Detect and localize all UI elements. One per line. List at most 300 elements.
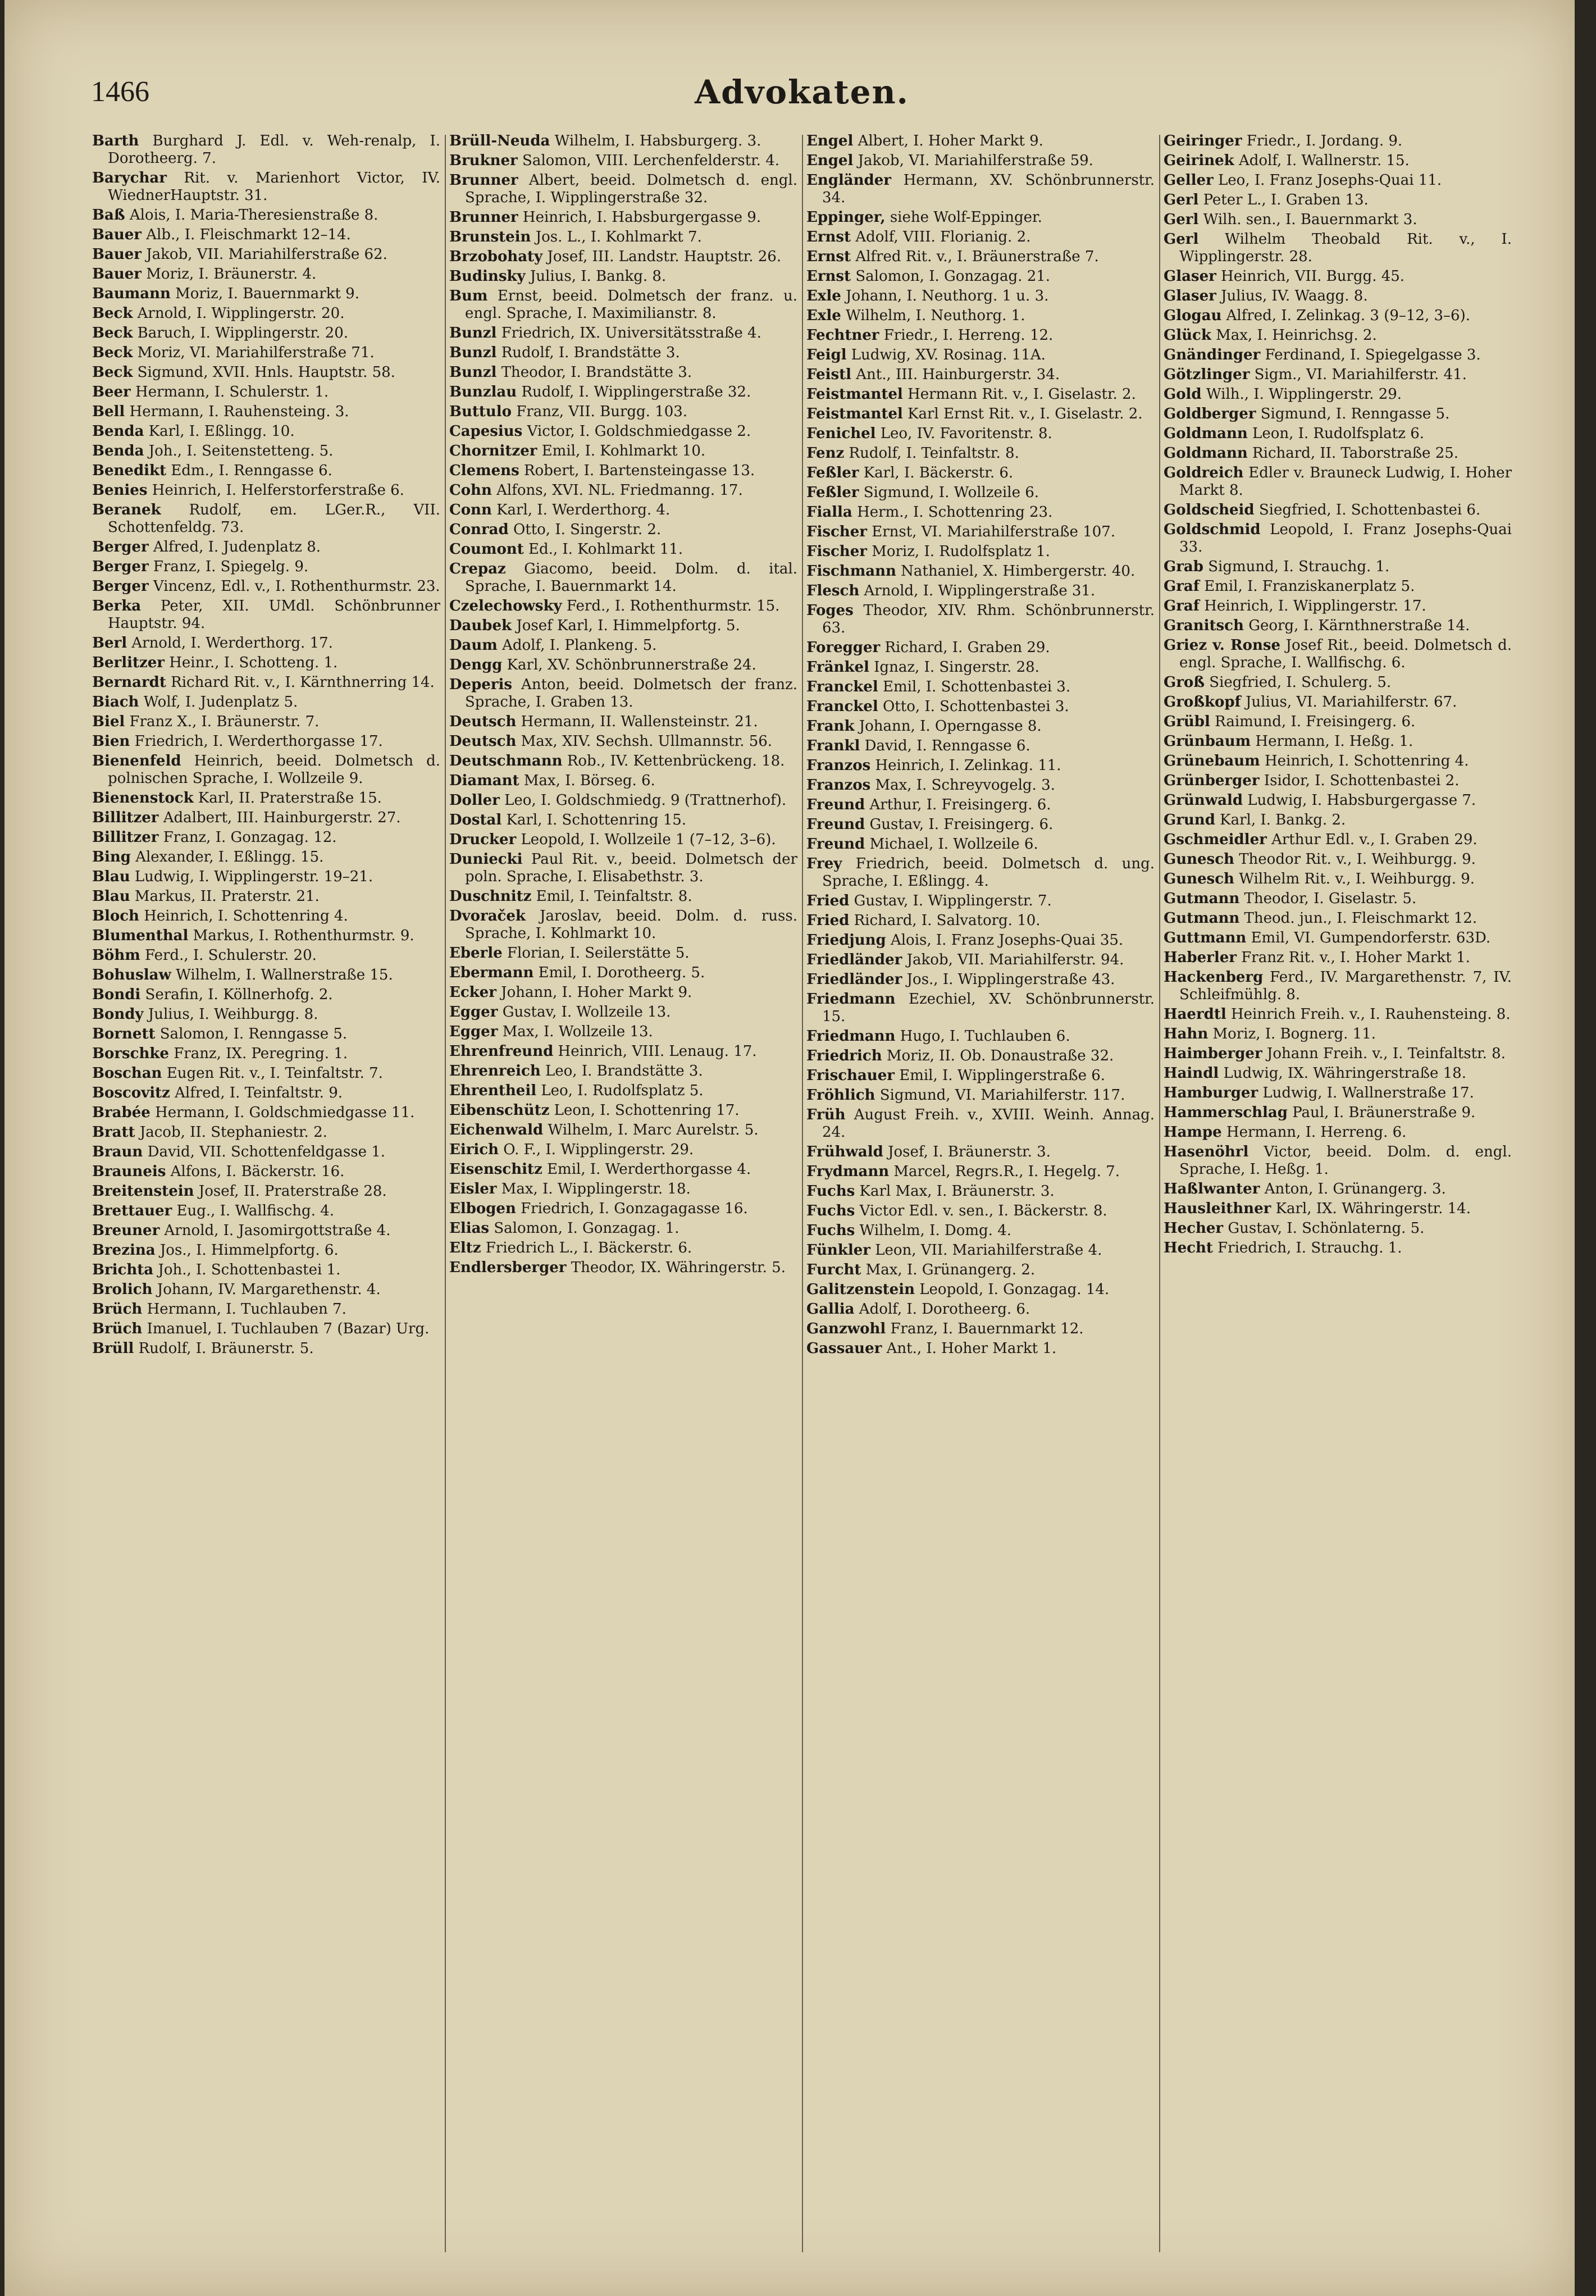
entry-surname: Frydmann	[806, 1163, 890, 1180]
directory-entry	[92, 1261, 440, 1279]
entry-surname: Berger	[92, 578, 149, 595]
entry-details: David, VII. Schottenfeldgasse 1.	[147, 1144, 386, 1160]
entry-surname: Elias	[449, 1220, 490, 1237]
entry-details: Heinrich, I. Helferstorferstraße 6.	[152, 482, 404, 499]
directory-entry	[1164, 133, 1512, 150]
entry-details: Friedr., I. Herreng. 12.	[883, 327, 1054, 344]
entry-details: Hermann, XV. Schönbrunnerstr. 34.	[822, 172, 1155, 206]
entry-surname: Haerdtl	[1164, 1006, 1226, 1023]
directory-entry	[806, 445, 1155, 462]
entry-surname: Endlersberger	[449, 1259, 567, 1276]
entry-surname: Bratt	[92, 1124, 135, 1141]
entry-details: Friedrich, IX. Universitätsstraße 4.	[501, 325, 761, 341]
entry-details: Jakob, VII. Mariahilferstr. 94.	[906, 951, 1124, 968]
entry-surname: Bunzl	[449, 344, 497, 361]
entry-details: Leopold, I. Gonzagag. 14.	[919, 1281, 1110, 1298]
entry-details: siehe Wolf-Eppinger.	[890, 209, 1042, 226]
entry-details: Richard, II. Taborstraße 25.	[1252, 445, 1459, 462]
entry-surname: Hackenberg	[1164, 969, 1264, 986]
entry-surname: Fenz	[806, 445, 845, 462]
entry-surname: Goldscheid	[1164, 502, 1255, 518]
entry-details: Wilhelm, I. Domg. 4.	[859, 1222, 1012, 1239]
directory-entry	[1164, 792, 1512, 809]
entry-surname: Billitzer	[92, 809, 159, 826]
directory-entry	[1164, 192, 1512, 209]
directory-entry	[92, 713, 440, 731]
entry-surname: Friedrich	[806, 1047, 882, 1064]
entry-surname: Dvoraček	[449, 908, 526, 924]
entry-surname: Bunzl	[449, 364, 497, 381]
directory-entry	[806, 951, 1155, 969]
entry-details: Wilh. sen., I. Bauernmarkt 3.	[1203, 211, 1417, 228]
directory-entry	[806, 582, 1155, 600]
directory-entry	[806, 777, 1155, 794]
entry-details: Karl, I. Bankg. 2.	[1220, 812, 1346, 828]
entry-details: Ant., III. Hainburgerstr. 34.	[856, 366, 1060, 383]
directory-entry	[1164, 464, 1512, 499]
entry-details: Franz Rit. v., I. Hoher Markt 1.	[1241, 949, 1470, 966]
directory-entry	[806, 425, 1155, 443]
entry-surname: Frankl	[806, 737, 860, 754]
directory-entry	[806, 855, 1155, 890]
directory-entry	[92, 207, 440, 224]
entry-surname: Ehrentheil	[449, 1082, 537, 1099]
directory-entry	[1164, 386, 1512, 403]
entry-surname: Brüch	[92, 1320, 143, 1337]
directory-entry	[449, 1023, 797, 1041]
entry-details: Friedrich L., I. Bäckerstr. 6.	[485, 1240, 692, 1256]
entry-details: Rudolf, I. Wipplingerstraße 32.	[521, 384, 751, 400]
entry-details: Serafin, I. Köllnerhofg. 2.	[145, 986, 333, 1003]
entry-surname: Feßler	[806, 484, 859, 501]
directory-entry	[92, 1281, 440, 1299]
directory-entry	[1164, 268, 1512, 285]
entry-details: Leon, I. Rudolfsplatz 6.	[1252, 425, 1425, 442]
entry-surname: Clemens	[449, 462, 519, 479]
entry-surname: Gunesch	[1164, 871, 1234, 887]
directory-entry	[1164, 1220, 1512, 1237]
entry-surname: Fröhlich	[806, 1087, 875, 1104]
entry-details: Jakob, VI. Mariahilferstraße 59.	[858, 152, 1093, 169]
directory-entry	[92, 849, 440, 866]
directory-entry	[806, 1047, 1155, 1065]
directory-entry	[806, 836, 1155, 853]
directory-entry	[92, 927, 440, 945]
directory-entry	[449, 443, 797, 460]
directory-entry	[92, 1085, 440, 1102]
entry-details: Arnold, I. Wipplingerstr. 20.	[137, 305, 345, 322]
directory-entry	[806, 932, 1155, 949]
entry-surname: Brukner	[449, 152, 518, 169]
directory-entry	[1164, 713, 1512, 731]
entry-surname: Breuner	[92, 1222, 160, 1239]
entry-surname: Gerl	[1164, 211, 1199, 228]
entry-details: Arnold, I. Wipplingerstraße 31.	[864, 582, 1096, 599]
directory-entry	[1164, 1181, 1512, 1198]
directory-entry	[92, 344, 440, 362]
entry-surname: Diamant	[449, 772, 519, 789]
entry-details: Karl, I. Eßlingg. 10.	[148, 423, 295, 440]
entry-details: Salomon, I. Gonzagag. 1.	[494, 1220, 680, 1237]
directory-entry	[806, 229, 1155, 246]
directory-entry	[92, 539, 440, 556]
directory-entry	[806, 1106, 1155, 1141]
directory-entry	[92, 635, 440, 652]
entry-details: Leopold, I. Wollzeile 1 (7–12, 3–6).	[521, 831, 776, 848]
entry-details: Anton, I. Grünangerg. 3.	[1264, 1181, 1446, 1197]
entry-details: Arnold, I. Werderthorg. 17.	[131, 635, 333, 652]
directory-entry	[92, 1006, 440, 1023]
directory-entry	[449, 133, 797, 150]
directory-entry	[806, 543, 1155, 561]
entry-details: Theodor, IX. Währingerstr. 5.	[571, 1259, 786, 1276]
entry-details: Eugen Rit. v., I. Teinfaltstr. 7.	[166, 1065, 383, 1082]
directory-entry	[806, 796, 1155, 814]
entry-surname: Blau	[92, 868, 130, 885]
entry-surname: Boschan	[92, 1065, 162, 1082]
entry-details: Ernst, beeid. Dolmetsch der franz. u. engl. Sprache, I. Maximilianstr. 8.	[465, 288, 797, 322]
entry-surname: Drucker	[449, 831, 517, 848]
directory-entry	[92, 1045, 440, 1063]
entry-surname: Gerl	[1164, 192, 1199, 208]
directory-entry	[92, 790, 440, 807]
directory-entry	[449, 598, 797, 615]
entry-details: Emil, I. Franziskanerplatz 5.	[1204, 578, 1415, 595]
directory-entry	[1164, 152, 1512, 170]
entry-details: Karl Max, I. Bräunerstr. 3.	[859, 1183, 1055, 1200]
directory-entry	[92, 829, 440, 846]
entry-surname: Baß	[92, 207, 125, 224]
entry-details: Salomon, I. Gonzagag. 21.	[855, 268, 1051, 285]
directory-entry	[449, 1004, 797, 1021]
directory-entry	[449, 1200, 797, 1218]
entry-details: Moriz, I. Rudolfsplatz 1.	[872, 543, 1050, 560]
entry-details: Arthur Edl. v., I. Graben 29.	[1271, 831, 1478, 848]
directory-entry	[806, 1144, 1155, 1161]
entry-details: Moriz, I. Bräunerstr. 4.	[146, 266, 317, 283]
entry-surname: Gassauer	[806, 1340, 882, 1357]
directory-entry	[449, 617, 797, 635]
entry-surname: Brüll-Neuda	[449, 133, 550, 149]
directory-entry	[806, 971, 1155, 988]
directory-entry	[806, 1242, 1155, 1259]
directory-entry	[1164, 617, 1512, 635]
directory-entry	[1164, 502, 1512, 519]
entry-surname: Eppinger,	[806, 209, 886, 226]
entry-surname: Haberler	[1164, 949, 1237, 966]
entry-details: Karl, I. Schottenring 15.	[506, 812, 687, 828]
entry-surname: Grünwald	[1164, 792, 1243, 809]
directory-entry	[806, 1202, 1155, 1220]
entry-surname: Berger	[92, 558, 149, 575]
entry-surname: Frank	[806, 718, 855, 735]
entry-details: Franz X., I. Bräunerstr. 7.	[129, 713, 320, 730]
entry-details: Heinrich, VII. Burgg. 45.	[1221, 268, 1405, 285]
directory-entry	[1164, 578, 1512, 595]
entry-details: Wilhelm, I. Marc Aurelstr. 5.	[548, 1122, 759, 1138]
entry-surname: Chornitzer	[449, 443, 537, 459]
entry-surname: Barychar	[92, 170, 167, 186]
entry-surname: Gutmann	[1164, 890, 1240, 907]
directory-entry	[449, 1082, 797, 1100]
entry-surname: Feßler	[806, 464, 859, 481]
entry-surname: Baumann	[92, 285, 171, 302]
directory-entry	[92, 578, 440, 595]
directory-entry	[1164, 406, 1512, 423]
directory-entry	[449, 209, 797, 226]
directory-entry	[1164, 1026, 1512, 1043]
entry-surname: Bauer	[92, 246, 142, 263]
entry-details: Alfons, I. Bäckerstr. 16.	[170, 1163, 345, 1180]
entry-details: Paul, I. Bräunerstraße 9.	[1292, 1104, 1476, 1121]
entry-details: Leo, I. Franz Josephs-Quai 11.	[1218, 172, 1442, 189]
entry-details: Salomon, VIII. Lerchenfelderstr. 4.	[522, 152, 779, 169]
entry-surname: Beck	[92, 325, 133, 341]
entry-details: Sigmund, I. Renngasse 5.	[1260, 406, 1450, 422]
entry-details: Ezechiel, XV. Schönbrunnerstr. 15.	[822, 991, 1155, 1025]
entry-surname: Deutschmann	[449, 753, 563, 769]
entry-details: Franz, I. Bauernmarkt 12.	[890, 1320, 1084, 1337]
entry-details: Wilhelm, I. Habsburgerg. 3.	[554, 133, 761, 149]
directory-entry	[1164, 288, 1512, 305]
directory-entry	[806, 152, 1155, 170]
entry-surname: Beck	[92, 364, 133, 381]
directory-entry	[1164, 347, 1512, 364]
entry-details: Heinr., I. Schotteng. 1.	[169, 654, 338, 671]
entry-details: Max, XIV. Sechsh. Ullmannstr. 56.	[521, 733, 773, 750]
entry-details: Karl, I. Bäckerstr. 6.	[863, 464, 1014, 481]
entry-surname: Hecher	[1164, 1220, 1224, 1237]
entry-details: Julius, IV. Waagg. 8.	[1221, 288, 1368, 304]
entry-details: Julius, I. Bankg. 8.	[530, 268, 667, 285]
directory-entry	[806, 757, 1155, 775]
entry-details: Josef Rit., beeid. Dolmetsch d. engl. Sprache, I. Wallfischg. 6.	[1179, 637, 1512, 671]
entry-details: Joh., I. Seitenstetteng. 5.	[148, 443, 334, 459]
directory-entry	[1164, 445, 1512, 462]
entry-surname: Beer	[92, 384, 131, 400]
column-4	[1160, 133, 1515, 2261]
directory-entry	[92, 1183, 440, 1200]
entry-details: Richard Rit. v., I. Kärnthnerring 14.	[171, 674, 435, 691]
entry-details: Adalbert, III. Hainburgerstr. 27.	[163, 809, 401, 826]
entry-surname: Berka	[92, 598, 142, 614]
entry-surname: Graf	[1164, 598, 1200, 614]
entry-details: Sigmund, VI. Mariahilferstr. 117.	[879, 1087, 1125, 1104]
entry-details: O. F., I. Wipplingerstr. 29.	[503, 1141, 694, 1158]
entry-details: Karl, XV. Schönbrunnerstraße 24.	[507, 657, 756, 673]
entry-details: Richard, I. Salvatorg. 10.	[854, 912, 1041, 929]
entry-surname: Fränkel	[806, 659, 869, 676]
entry-details: Moriz, II. Ob. Donaustraße 32.	[886, 1047, 1114, 1064]
directory-entry	[806, 268, 1155, 285]
entry-details: Richard, I. Graben 29.	[884, 639, 1050, 656]
directory-entry	[1164, 753, 1512, 770]
entry-surname: Beranek	[92, 502, 161, 518]
directory-entry	[449, 964, 797, 982]
entry-surname: Coumont	[449, 541, 524, 558]
entry-details: Julius, I. Weihburgg. 8.	[148, 1006, 318, 1023]
directory-entry	[449, 812, 797, 829]
entry-details: Emil, I. Werderthorgasse 4.	[547, 1161, 751, 1178]
entry-details: Ant., I. Hoher Markt 1.	[886, 1340, 1057, 1357]
directory-entry	[1164, 366, 1512, 384]
entry-surname: Haimberger	[1164, 1045, 1262, 1062]
entry-surname: Exle	[806, 307, 841, 324]
entry-surname: Franckel	[806, 698, 878, 715]
entry-surname: Bunzl	[449, 325, 497, 341]
entry-details: Victor Edl. v. sen., I. Bäckerstr. 8.	[859, 1202, 1107, 1219]
entry-details: Heinrich Freih. v., I. Rauhensteing. 8.	[1230, 1006, 1511, 1023]
entry-details: Eug., I. Wallfischg. 4.	[176, 1202, 335, 1219]
directory-entry	[449, 637, 797, 654]
directory-entry	[449, 1102, 797, 1119]
entry-surname: Fuchs	[806, 1222, 855, 1239]
entry-surname: Ganzwohl	[806, 1320, 886, 1337]
entry-details: Adolf, I. Dorotheerg. 6.	[859, 1301, 1030, 1318]
entry-surname: Benies	[92, 482, 148, 499]
entry-details: Alfred, I. Judenplatz 8.	[153, 539, 321, 555]
entry-details: Moriz, I. Bauernmarkt 9.	[175, 285, 359, 302]
entry-surname: Bohuslaw	[92, 967, 171, 983]
entry-surname: Feistmantel	[806, 386, 903, 403]
directory-entry	[1164, 910, 1512, 927]
directory-entry	[806, 347, 1155, 364]
entry-details: Baruch, I. Wipplingerstr. 20.	[137, 325, 349, 341]
directory-entry	[92, 733, 440, 750]
directory-entry	[806, 816, 1155, 833]
directory-entry	[92, 1202, 440, 1220]
entry-surname: Cohn	[449, 482, 492, 499]
directory-entry	[1164, 1240, 1512, 1257]
entry-details: Leon, VII. Mariahilferstraße 4.	[875, 1242, 1102, 1259]
directory-entry	[806, 1222, 1155, 1240]
entry-details: Ernst, VI. Mariahilferstraße 107.	[872, 523, 1116, 540]
entry-details: Theod. jun., I. Fleischmarkt 12.	[1244, 910, 1478, 927]
entry-surname: Franzos	[806, 777, 871, 794]
entry-details: Max, I. Wipplingerstr. 18.	[501, 1181, 691, 1197]
entry-details: Hermann Rit. v., I. Giselastr. 2.	[908, 386, 1136, 403]
entry-details: Salomon, I. Renngasse 5.	[159, 1026, 348, 1042]
entry-surname: Friedländer	[806, 951, 902, 968]
directory-entry	[92, 947, 440, 964]
directory-entry	[1164, 1200, 1512, 1218]
directory-entry	[449, 384, 797, 401]
directory-entry	[806, 406, 1155, 423]
directory-entry	[92, 967, 440, 984]
entry-surname: Bien	[92, 733, 130, 750]
entry-surname: Blumenthal	[92, 927, 189, 944]
entry-surname: Brunstein	[449, 229, 531, 245]
entry-surname: Hausleithner	[1164, 1200, 1271, 1217]
directory-entry	[92, 1065, 440, 1082]
column-3	[803, 133, 1158, 2261]
entry-details: Johann, IV. Margarethenstr. 4.	[157, 1281, 381, 1298]
entry-details: Sigmund, I. Wollzeile 6.	[863, 484, 1039, 501]
entry-surname: Biel	[92, 713, 125, 730]
entry-surname: Haindl	[1164, 1065, 1219, 1082]
entry-surname: Bernardt	[92, 674, 166, 691]
entry-details: Theodor, I. Brandstätte 3.	[501, 364, 692, 381]
directory-entry	[92, 364, 440, 381]
entry-details: Sigmund, I. Strauchg. 1.	[1208, 558, 1390, 575]
entry-surname: Berl	[92, 635, 127, 652]
entry-details: Max, I. Grünangerg. 2.	[865, 1261, 1036, 1278]
entry-surname: Brichta	[92, 1261, 154, 1278]
entry-details: Peter, XII. UMdl. Schönbrunner Hauptstr. 94.	[108, 598, 440, 632]
entry-surname: Geller	[1164, 172, 1214, 189]
entry-details: Josef, I. Bräunerstr. 3.	[888, 1144, 1051, 1160]
entry-details: Heinrich, I. Habsburgergasse 9.	[522, 209, 761, 226]
entry-surname: Fialla	[806, 504, 852, 521]
entry-surname: Grünebaum	[1164, 753, 1260, 769]
entry-surname: Bornett	[92, 1026, 156, 1042]
entry-surname: Feigl	[806, 347, 847, 363]
entry-surname: Eichenwald	[449, 1122, 544, 1138]
entry-surname: Glaser	[1164, 268, 1216, 285]
entry-details: Friedrich, I. Gonzagagasse 16.	[521, 1200, 748, 1217]
entry-details: Rudolf, I. Brandstätte 3.	[501, 344, 680, 361]
entry-details: Rudolf, I. Teinfaltstr. 8.	[849, 445, 1019, 462]
entry-surname: Hammerschlag	[1164, 1104, 1288, 1121]
directory-entry	[449, 1063, 797, 1080]
entry-surname: Egger	[449, 1004, 498, 1021]
entry-surname: Deperis	[449, 676, 513, 693]
entry-surname: Elbogen	[449, 1200, 516, 1217]
entry-surname: Boscovitz	[92, 1085, 170, 1101]
directory-entry	[449, 344, 797, 362]
directory-entry	[92, 598, 440, 632]
entry-details: Marcel, Regrs.R., I. Hegelg. 7.	[893, 1163, 1120, 1180]
entry-details: Josef Karl, I. Himmelpfortg. 5.	[516, 617, 740, 634]
entry-details: Friedr., I. Jordang. 9.	[1246, 133, 1403, 149]
directory-entry	[449, 403, 797, 421]
entry-surname: Eisenschitz	[449, 1161, 542, 1178]
entry-surname: Berlitzer	[92, 654, 165, 671]
directory-entry	[449, 1240, 797, 1257]
entry-details: Heinrich, I. Wipplingerstr. 17.	[1204, 598, 1426, 614]
directory-entry	[92, 558, 440, 576]
entry-details: Franz, VII. Burgg. 103.	[516, 403, 688, 420]
entry-details: Wilhelm Rit. v., I. Weihburgg. 9.	[1239, 871, 1475, 887]
entry-surname: Biach	[92, 694, 139, 710]
directory-entry	[806, 1320, 1155, 1338]
directory-entry	[1164, 772, 1512, 790]
directory-entry	[1164, 831, 1512, 849]
entry-details: Franz, I. Gonzagag. 12.	[163, 829, 337, 846]
directory-entry	[92, 462, 440, 480]
directory-entry	[806, 307, 1155, 325]
entry-surname: Czelechowsky	[449, 598, 562, 614]
entry-surname: Früh	[806, 1106, 846, 1123]
page-header	[83, 66, 1521, 122]
entry-surname: Feistmantel	[806, 406, 903, 422]
entry-details: Ed., I. Kohlmarkt 11.	[528, 541, 683, 558]
directory-entry	[449, 851, 797, 886]
entry-surname: Hamburger	[1164, 1085, 1258, 1101]
entry-details: Otto, I. Singerstr. 2.	[513, 521, 662, 538]
directory-entry	[92, 1163, 440, 1181]
entry-surname: Deutsch	[449, 713, 517, 730]
entry-details: Julius, VI. Mariahilferstr. 67.	[1245, 694, 1457, 710]
entry-details: Alois, I. Maria-Theresienstraße 8.	[129, 207, 379, 224]
directory-entry	[449, 984, 797, 1001]
entry-surname: Friedjung	[806, 932, 886, 949]
entry-surname: Gunesch	[1164, 851, 1234, 868]
directory-entry	[806, 678, 1155, 696]
entry-surname: Bloch	[92, 908, 139, 924]
directory-entry	[449, 172, 797, 207]
directory-entry	[806, 248, 1155, 266]
